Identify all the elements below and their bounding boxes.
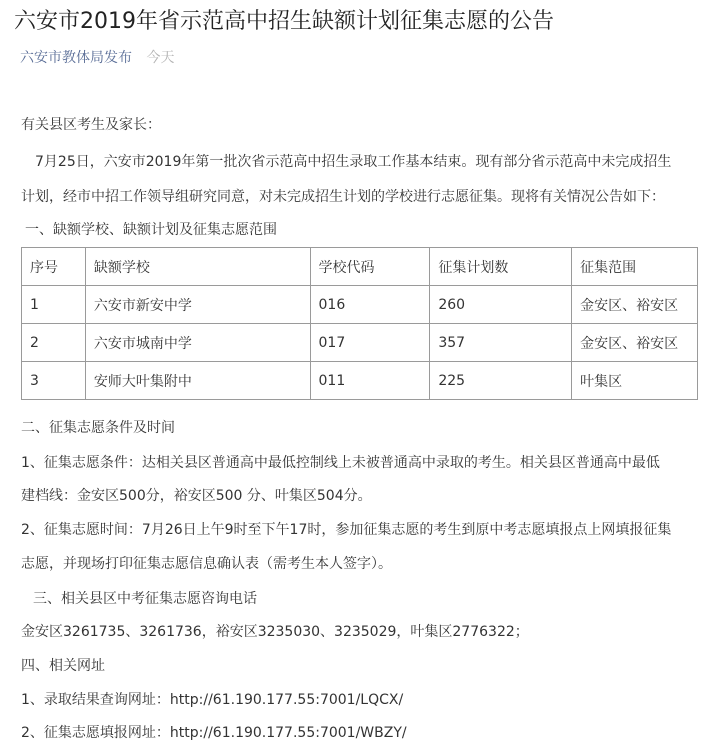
cell-index: 1	[22, 286, 86, 324]
author-link[interactable]: 六安市教体局发布	[20, 50, 132, 66]
header-school: 缺额学校	[85, 248, 310, 286]
url-1-label: 1、录取结果查询网址：	[21, 692, 170, 708]
section-1-title: 一、缺额学校、缺额计划及征集志愿范围	[25, 222, 277, 238]
url-line-1	[21, 689, 403, 711]
header-index: 序号	[22, 248, 86, 286]
publish-time: 今天	[146, 50, 175, 66]
condition-line-2: 建档线：金安区500分，裕安区500 分、叶集区504分。	[21, 488, 372, 504]
cell-plan: 260	[430, 286, 572, 324]
table-row	[22, 362, 698, 400]
table-row	[22, 324, 698, 362]
phone-numbers: 金安区3261735、3261736，裕安区3235030、3235029，叶集区2776322；	[21, 624, 529, 640]
header-scope: 征集范围	[572, 248, 698, 286]
cell-school: 安师大叶集附中	[85, 362, 310, 400]
section-3-title: 三、相关县区中考征集志愿咨询电话	[33, 591, 257, 607]
quota-table	[21, 247, 698, 400]
article-title: 六安市2019年省示范高中招生缺额计划征集志愿的公告	[14, 9, 554, 34]
table-header-row	[22, 248, 698, 286]
greeting: 有关县区考生及家长：	[21, 117, 161, 133]
cell-code: 017	[310, 324, 430, 362]
application-url[interactable]: http://61.190.177.55:7001/WBZY/	[169, 725, 407, 741]
cell-code: 011	[310, 362, 430, 400]
url-line-2	[21, 722, 407, 744]
cell-scope: 叶集区	[572, 362, 698, 400]
cell-scope: 金安区、裕安区	[572, 286, 698, 324]
section-4-title: 四、相关网址	[21, 658, 105, 674]
cell-code: 016	[310, 286, 430, 324]
cell-plan: 225	[430, 362, 572, 400]
cell-index: 3	[22, 362, 86, 400]
intro-line-2: 计划，经市中招工作领导组研究同意，对未完成招生计划的学校进行志愿征集。现将有关情况公告如下：	[21, 189, 665, 205]
intro-line-1: 7月25日，六安市2019年第一批次省示范高中招生录取工作基本结束。现有部分省示范高中未完成招生	[35, 154, 672, 170]
condition-line-1: 1、征集志愿条件：达相关县区普通高中最低控制线上未被普通高中录取的考生。相关县区普通高中最低	[21, 455, 660, 471]
article-meta	[20, 48, 174, 68]
header-plan: 征集计划数	[430, 248, 572, 286]
time-line-1: 2、征集志愿时间：7月26日上午9时至下午17时，参加征集志愿的考生到原中考志愿填报点上网填报征集	[21, 522, 672, 538]
cell-plan: 357	[430, 324, 572, 362]
table-row	[22, 286, 698, 324]
section-2-title: 二、征集志愿条件及时间	[21, 420, 175, 436]
result-query-url[interactable]: http://61.190.177.55:7001/LQCX/	[169, 692, 404, 708]
time-line-2: 志愿，并现场打印征集志愿信息确认表（需考生本人签字）。	[21, 556, 392, 572]
cell-scope: 金安区、裕安区	[572, 324, 698, 362]
cell-school: 六安市新安中学	[85, 286, 310, 324]
url-2-label: 2、征集志愿填报网址：	[21, 725, 170, 741]
cell-index: 2	[22, 324, 86, 362]
cell-school: 六安市城南中学	[85, 324, 310, 362]
header-code: 学校代码	[310, 248, 430, 286]
